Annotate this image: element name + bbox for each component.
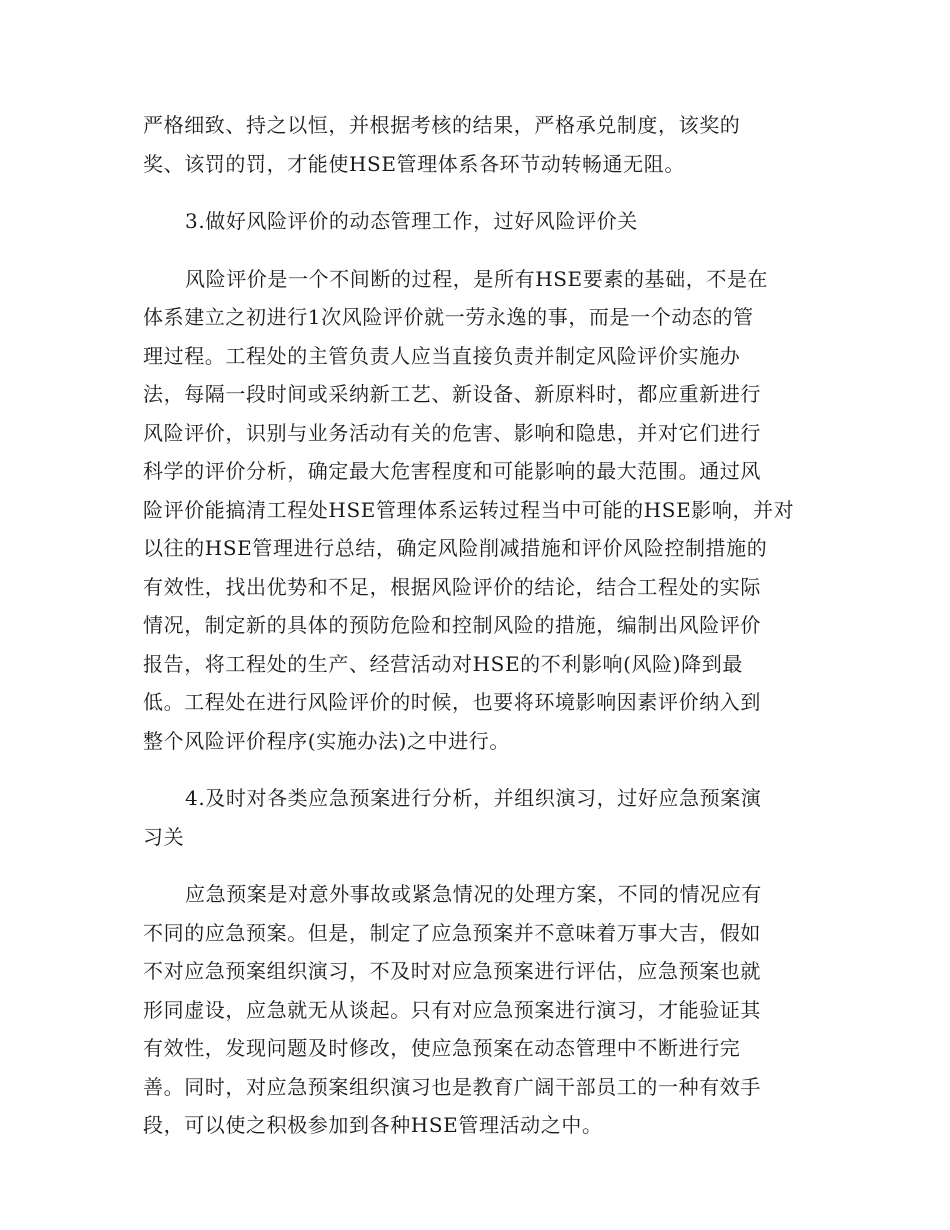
text-line: 以往的HSE管理进行总结，确定风险削减措施和评价风险控制措施的 — [143, 536, 768, 560]
paragraph-risk-evaluation — [143, 260, 808, 761]
heading-line: 习关 — [143, 824, 185, 849]
text-line: 报告，将工程处的生产、经营活动对HSE的不利影响(风险)降到最 — [143, 651, 743, 676]
text-line: 风险评价，识别与业务活动有关的危害、影响和隐患，并对它们进行 — [143, 420, 761, 445]
text-line: 应急预案是对意外事故或紧急情况的处理方案，不同的情况应有 — [185, 882, 762, 906]
text-line: 不对应急预案组织演习，不及时对应急预案进行评估，应急预案也就 — [143, 959, 761, 983]
heading-line: 3.做好风险评价的动态管理工作，过好风险评价关 — [185, 209, 638, 233]
text-line: 理过程。工程处的主管负责人应当直接负责并制定风险评价实施办 — [143, 343, 741, 368]
text-line: 整个风险评价程序(实施办法)之中进行。 — [143, 728, 511, 753]
section-heading-3 — [143, 202, 808, 241]
text-line: 情况，制定新的具体的预防危险和控制风险的措施，编制出风险评价 — [143, 613, 761, 637]
text-line: 严格细致、持之以恒，并根据考核的结果，严格承兑制度，该奖的 — [143, 113, 741, 137]
text-line: 有效性，发现问题及时修改，使应急预案在动态管理中不断进行完 — [143, 1036, 741, 1060]
section-heading-4 — [143, 779, 808, 856]
heading-line: 4.及时对各类应急预案进行分析，并组织演习，过好应急预案演 — [185, 786, 762, 810]
text-line: 奖、该罚的罚，才能使HSE管理体系各环节动转畅通无阻。 — [143, 151, 685, 176]
text-line: 低。工程处在进行风险评价的时候，也要将环境影响因素评价纳入到 — [143, 690, 761, 714]
text-line: 法，每隔一段时间或采纳新工艺、新设备、新原料时，都应重新进行 — [143, 382, 761, 406]
text-line: 段，可以使之积极参加到各种HSE管理活动之中。 — [143, 1113, 603, 1137]
text-line: 风险评价是一个不间断的过程，是所有HSE要素的基础，不是在 — [185, 266, 769, 291]
text-line: 科学的评价分析，确定最大危害程度和可能影响的最大范围。通过风 — [143, 459, 761, 483]
text-line: 有效性，找出优势和不足，根据风险评价的结论，结合工程处的实际 — [143, 574, 761, 599]
text-line: 形同虚设，应急就无从谈起。只有对应急预案进行演习，才能验证其 — [143, 997, 761, 1022]
text-line: 险评价能搞清工程处HSE管理体系运转过程当中可能的HSE影响，并对 — [143, 497, 795, 522]
text-line: 不同的应急预案。但是，制定了应急预案并不意味着万事大吉，假如 — [143, 920, 761, 945]
text-line: 体系建立之初进行1次风险评价就一劳永逸的事，而是一个动态的管 — [143, 305, 754, 329]
text-line: 善。同时，对应急预案组织演习也是教育广阔干部员工的一种有效手 — [143, 1074, 761, 1099]
paragraph-continuation — [143, 106, 808, 183]
paragraph-emergency-plans — [143, 875, 808, 1145]
document-body — [143, 106, 808, 1164]
